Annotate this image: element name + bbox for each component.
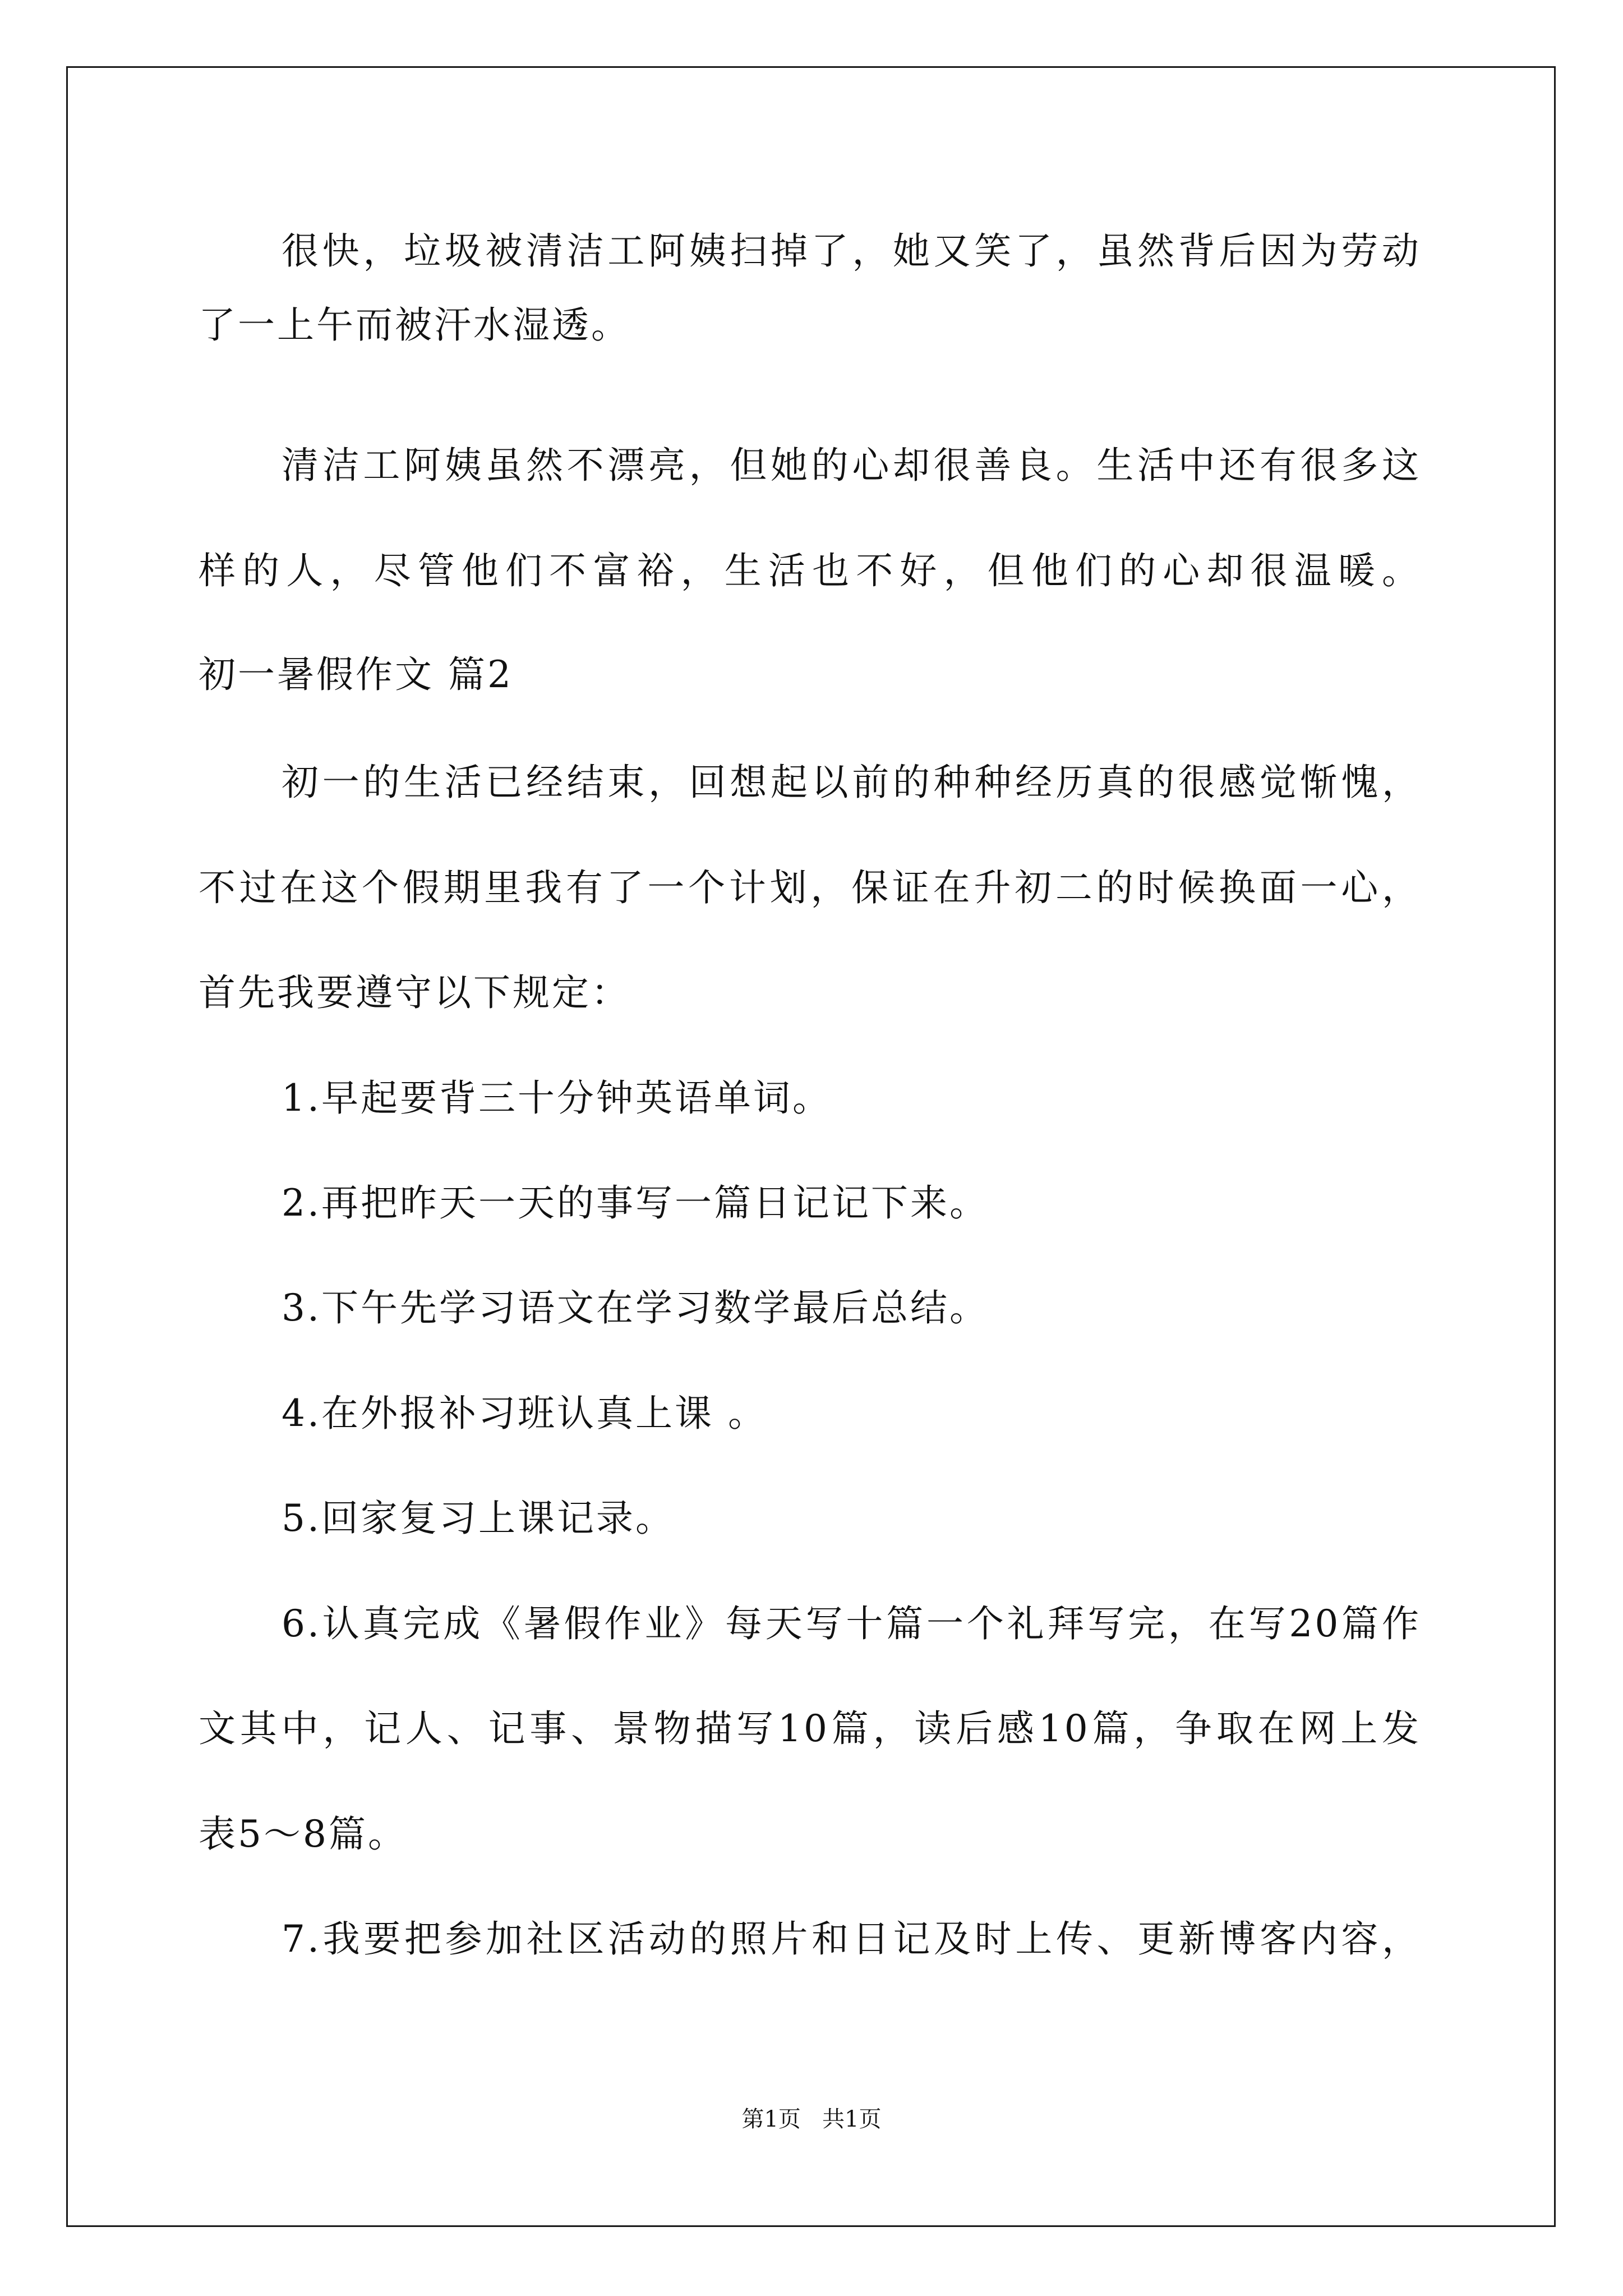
paragraph-line: 不过在这个假期里我有了一个计划，保证在升初二的时候换面一心， — [199, 866, 1421, 909]
paragraph-line: 表5～8篇。 — [199, 1812, 407, 1856]
paragraph-line: 首先我要遵守以下规定： — [199, 971, 630, 1014]
list-item: 6.认真完成《暑假作业》每天写十篇一个礼拜写完，在写20篇作 — [282, 1602, 1421, 1645]
paragraph-line: 很快，垃圾被清洁工阿姨扫掉了，她又笑了，虽然背后因为劳动 — [282, 229, 1421, 273]
list-item: 5.回家复习上课记录。 — [282, 1497, 675, 1540]
list-item: 4.在外报补习班认真上课 。 — [282, 1392, 767, 1435]
paragraph-line: 了一上午而被汗水湿透。 — [199, 303, 630, 347]
list-item: 1.早起要背三十分钟英语单词。 — [282, 1076, 832, 1120]
paragraph-line: 样的人，尽管他们不富裕，生活也不好，但他们的心却很温暖。 — [199, 549, 1421, 592]
list-item: 7.我要把参加社区活动的照片和日记及时上传、更新博客内容， — [282, 1917, 1421, 1961]
paragraph-line: 初一的生活已经结束，回想起以前的种种经历真的很感觉惭愧， — [282, 761, 1421, 804]
list-item: 2.再把昨天一天的事写一篇日记记下来。 — [282, 1181, 989, 1225]
list-item: 3.下午先学习语文在学习数学最后总结。 — [282, 1286, 989, 1329]
paragraph-line: 文其中，记人、记事、景物描写10篇，读后感10篇，争取在网上发 — [199, 1707, 1421, 1750]
section-heading: 初一暑假作文 篇2 — [199, 653, 513, 696]
page-footer: 第1页 共1页 — [741, 2106, 882, 2132]
page-border — [66, 66, 1556, 2227]
paragraph-line: 清洁工阿姨虽然不漂亮，但她的心却很善良。生活中还有很多这 — [282, 444, 1421, 487]
